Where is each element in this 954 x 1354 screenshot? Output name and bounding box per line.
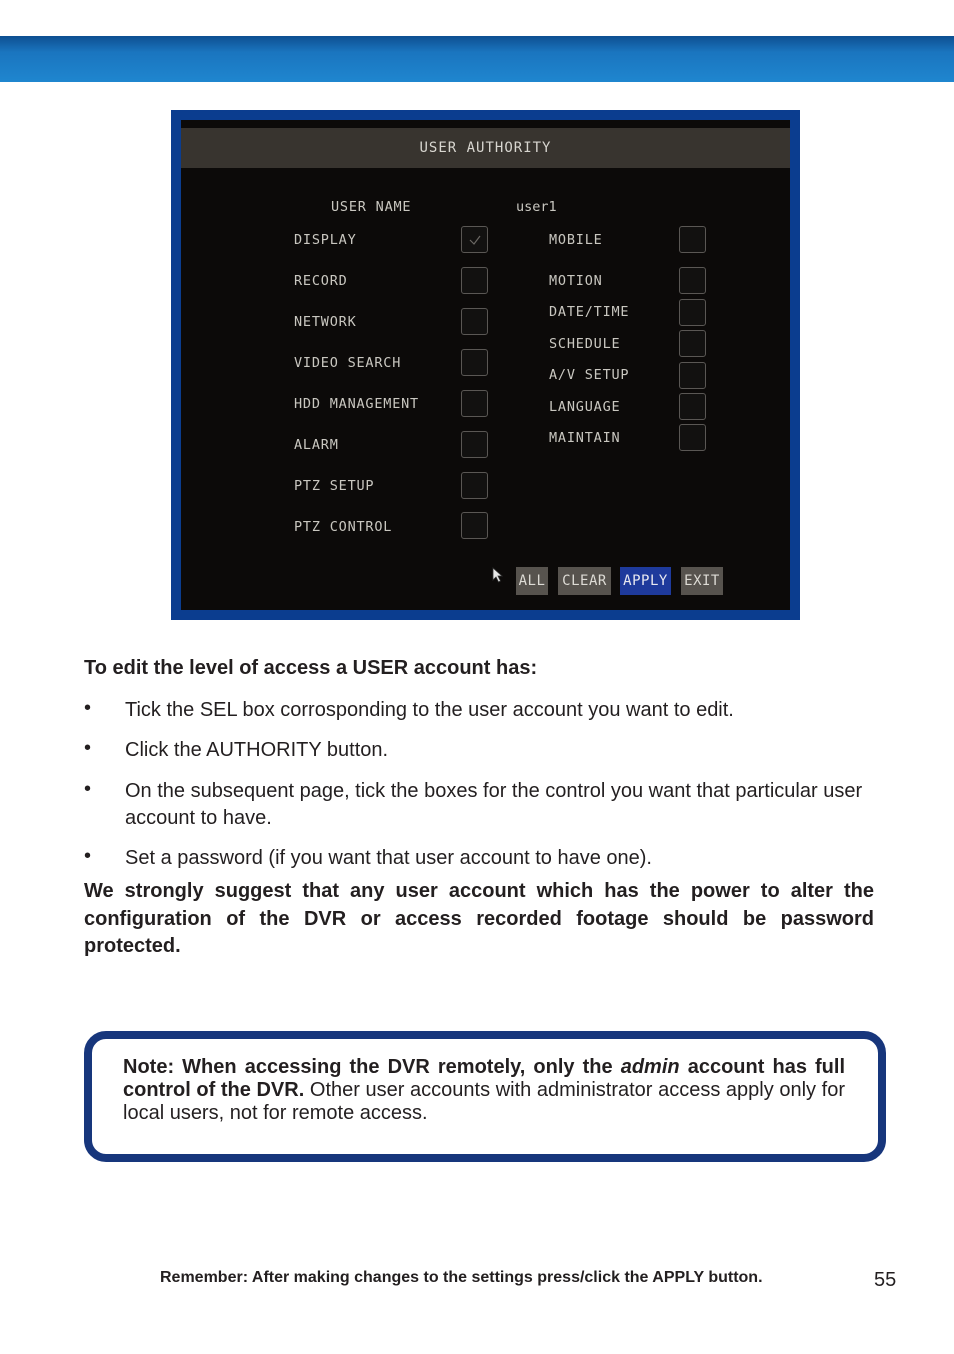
perm-label-ptz-setup: PTZ SETUP [294, 478, 375, 494]
password-warning: We strongly suggest that any user account which has the power to alter the configuration of the DVR or access recorded footage should be password protected. [84, 880, 874, 957]
note-bold-prefix: Note: When accessing the DVR remotely, only the [123, 1056, 613, 1078]
perm-label-network: NETWORK [294, 314, 357, 330]
checkmark-icon [468, 233, 482, 247]
perm-checkbox-network[interactable] [461, 308, 488, 335]
bullet-marker: • [84, 737, 92, 759]
footer-reminder: Remember: After making changes to the settings press/click the APPLY button. [160, 1269, 763, 1286]
perm-checkbox-alarm[interactable] [461, 431, 488, 458]
perm-checkbox-motion[interactable] [679, 267, 706, 294]
perm-label-av-setup: A/V SETUP [549, 367, 630, 383]
perm-checkbox-ptz-setup[interactable] [461, 472, 488, 499]
dvr-screen [181, 120, 790, 610]
perm-checkbox-date-time[interactable] [679, 299, 706, 326]
note-box [84, 1031, 886, 1162]
dvr-screenshot [171, 110, 800, 620]
perm-checkbox-record[interactable] [461, 267, 488, 294]
note-text [123, 1056, 845, 1125]
section-heading: To edit the level of access a USER account has: [84, 657, 538, 679]
perm-checkbox-display[interactable] [461, 226, 488, 253]
bullet-item: Set a password (if you want that user account to have one). [125, 847, 652, 869]
user-name-value: user1 [516, 199, 557, 215]
dvr-title: USER AUTHORITY [419, 140, 552, 156]
bullet-item: Tick the SEL box corrosponding to the user account you want to edit. [125, 699, 734, 721]
page-number: 55 [874, 1269, 897, 1291]
all-button[interactable]: ALL [516, 567, 548, 595]
perm-checkbox-video-search[interactable] [461, 349, 488, 376]
mouse-cursor-icon [492, 567, 504, 583]
dvr-title-bar [181, 128, 790, 168]
perm-label-ptz-control: PTZ CONTROL [294, 519, 393, 535]
bullet-item: On the subsequent page, tick the boxes for the control you want that particular user account to have. [125, 780, 863, 829]
perm-label-record: RECORD [294, 273, 348, 289]
perm-checkbox-ptz-control[interactable] [461, 512, 488, 539]
bullet-marker: • [84, 697, 92, 719]
perm-label-display: DISPLAY [294, 232, 357, 248]
perm-checkbox-av-setup[interactable] [679, 362, 706, 389]
perm-label-language: LANGUAGE [549, 399, 621, 415]
perm-checkbox-mobile[interactable] [679, 226, 706, 253]
note-body: Other user accounts with administrator access apply only for local users, not for remote access. [123, 1079, 845, 1124]
perm-label-mobile: MOBILE [549, 232, 603, 248]
bullet-marker: • [84, 845, 92, 867]
note-admin-emphasis: admin [620, 1056, 680, 1078]
perm-checkbox-hdd-management[interactable] [461, 390, 488, 417]
user-name-label: USER NAME [331, 199, 412, 215]
perm-label-schedule: SCHEDULE [549, 336, 621, 352]
bullet-item: Click the AUTHORITY button. [125, 739, 389, 761]
perm-label-date-time: DATE/TIME [549, 304, 630, 320]
perm-label-maintain: MAINTAIN [549, 430, 621, 446]
perm-label-video-search: VIDEO SEARCH [294, 355, 402, 371]
apply-button[interactable]: APPLY [620, 567, 671, 595]
bullet-marker: • [84, 778, 92, 800]
header-bar [0, 36, 954, 82]
perm-checkbox-maintain[interactable] [679, 424, 706, 451]
note-bold-suffix: account has full control of the DVR. [123, 1056, 846, 1101]
perm-checkbox-language[interactable] [679, 393, 706, 420]
perm-checkbox-schedule[interactable] [679, 330, 706, 357]
clear-button[interactable]: CLEAR [558, 567, 611, 595]
perm-label-alarm: ALARM [294, 437, 339, 453]
perm-label-hdd-management: HDD MANAGEMENT [294, 396, 419, 412]
exit-button[interactable]: EXIT [681, 567, 723, 595]
perm-label-motion: MOTION [549, 273, 603, 289]
